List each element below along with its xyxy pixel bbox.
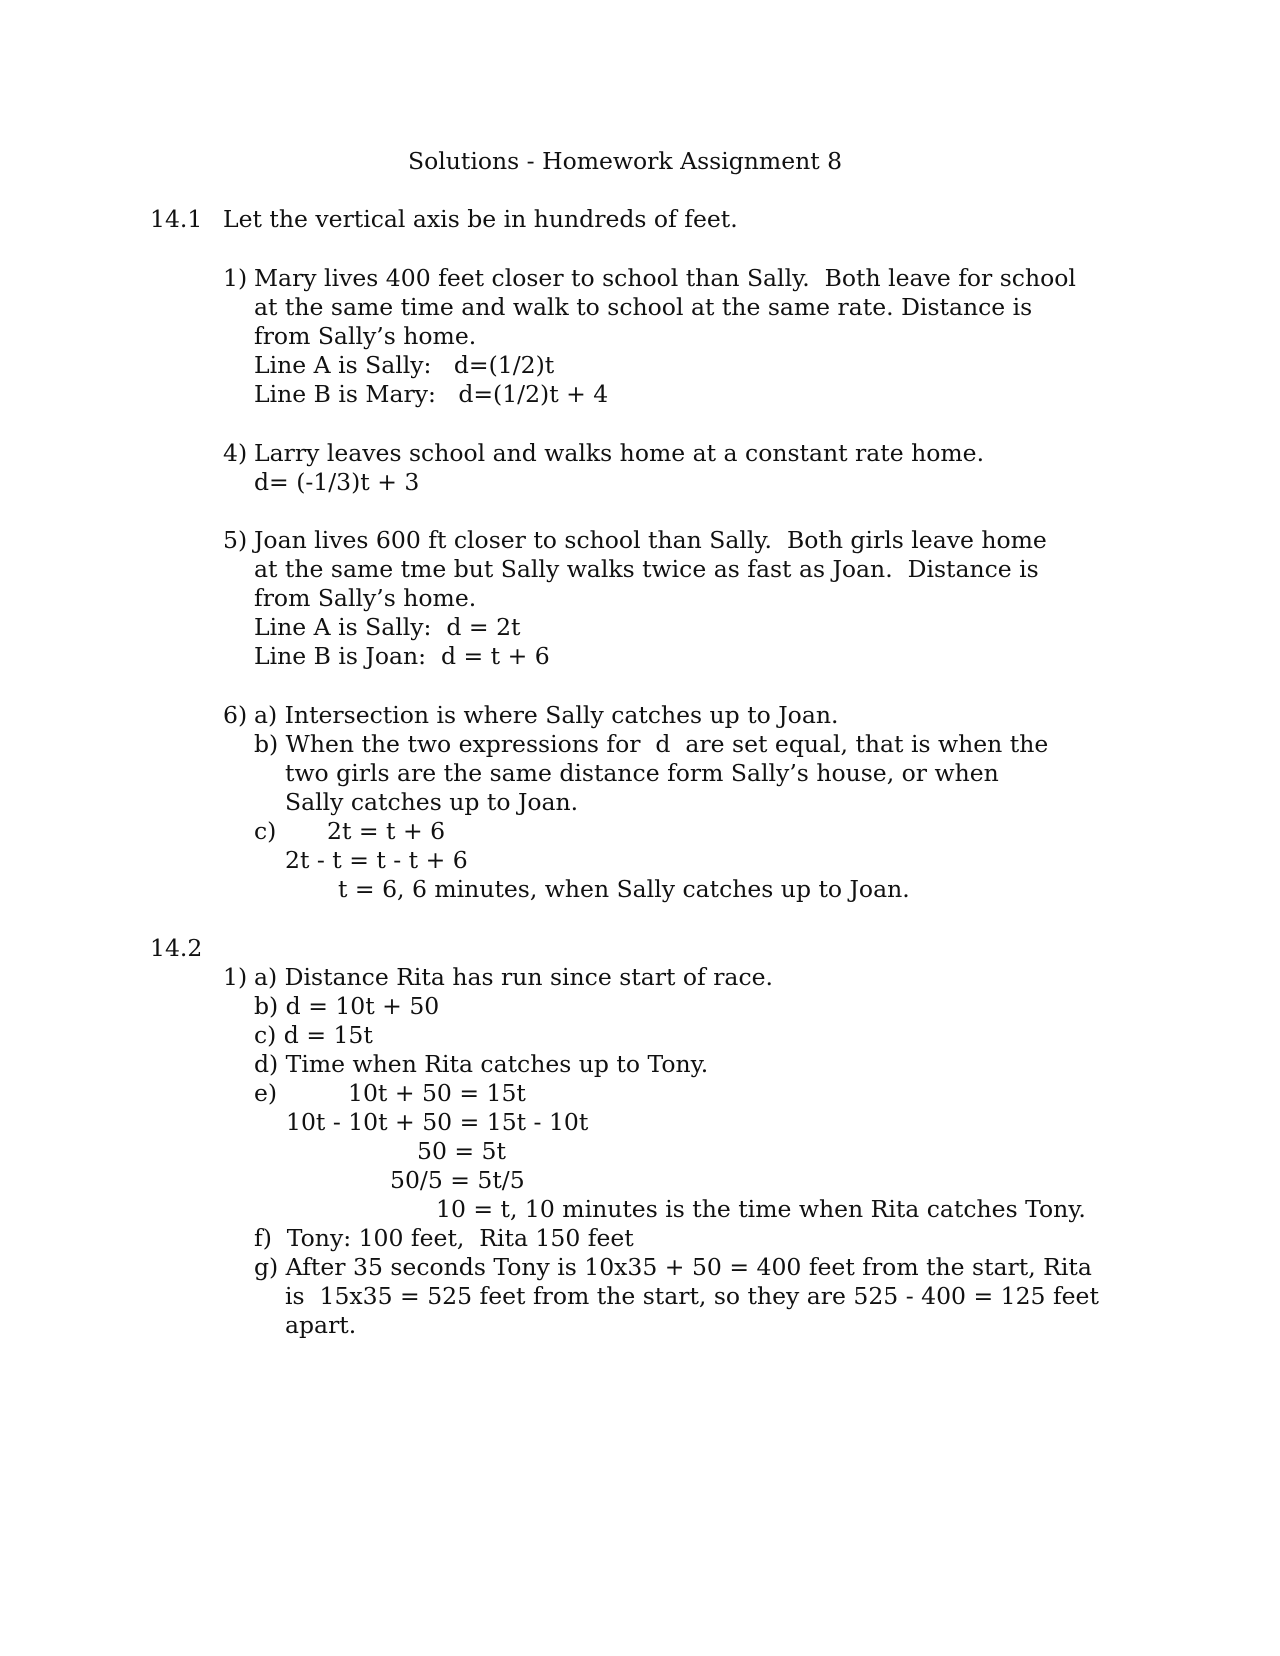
problem-text: g) After 35 seconds Tony is 10x35 + 50 = 400 feet from the start, Rita bbox=[254, 1253, 1092, 1281]
equation-line: Line A is Sally: d=(1/2)t bbox=[254, 351, 555, 379]
problem-text: d) Time when Rita catches up to Tony. bbox=[254, 1050, 709, 1078]
problem-text: apart. bbox=[285, 1311, 357, 1339]
problem-text: a) Distance Rita has run since start of race. bbox=[254, 963, 773, 991]
problem-text: a) Intersection is where Sally catches up to Joan. bbox=[254, 701, 839, 729]
problem-text: Larry leaves school and walks home at a constant rate home. bbox=[254, 439, 985, 467]
problem-text: Mary lives 400 feet closer to school than Sally. Both leave for school bbox=[254, 264, 1076, 292]
problem-number: 6) bbox=[223, 701, 248, 729]
equation-line: 50/5 = 5t/5 bbox=[390, 1166, 525, 1194]
problem-text: b) When the two expressions for d are set equal, that is when the bbox=[254, 730, 1049, 758]
equation-line: Line B is Mary: d=(1/2)t + 4 bbox=[254, 380, 609, 408]
equation-line: b) d = 10t + 50 bbox=[254, 992, 440, 1020]
equation-line: c) d = 15t bbox=[254, 1021, 373, 1049]
problem-text: at the same time and walk to school at the same rate. Distance is bbox=[254, 293, 1033, 321]
page-title: Solutions - Homework Assignment 8 bbox=[408, 147, 843, 175]
problem-text: from Sally’s home. bbox=[254, 584, 477, 612]
problem-number: 1) bbox=[223, 963, 248, 991]
problem-text: Sally catches up to Joan. bbox=[285, 788, 579, 816]
part-label: c) bbox=[254, 817, 277, 845]
problem-number: 1) bbox=[223, 264, 248, 292]
equation-line: Line A is Sally: d = 2t bbox=[254, 613, 521, 641]
equation-line: 2t = t + 6 bbox=[327, 817, 446, 845]
problem-number: 4) bbox=[223, 439, 248, 467]
problem-text: two girls are the same distance form Sally’s house, or when bbox=[285, 759, 999, 787]
section-number-14-2: 14.2 bbox=[150, 934, 203, 962]
equation-line: Line B is Joan: d = t + 6 bbox=[254, 642, 550, 670]
equation-line: d= (-1/3)t + 3 bbox=[254, 468, 420, 496]
section-number-14-1: 14.1 bbox=[150, 205, 203, 233]
problem-text: at the same tme but Sally walks twice as fast as Joan. Distance is bbox=[254, 555, 1039, 583]
equation-line: 50 = 5t bbox=[417, 1137, 506, 1165]
problem-number: 5) bbox=[223, 526, 248, 554]
problem-text: is 15x35 = 525 feet from the start, so they are 525 - 400 = 125 feet bbox=[285, 1282, 1099, 1310]
part-label: e) bbox=[254, 1079, 278, 1107]
equation-line: 10 = t, 10 minutes is the time when Rita catches Tony. bbox=[436, 1195, 1086, 1223]
equation-line: 10t + 50 = 15t bbox=[348, 1079, 526, 1107]
problem-text: f) Tony: 100 feet, Rita 150 feet bbox=[254, 1224, 634, 1252]
section-intro: Let the vertical axis be in hundreds of feet. bbox=[223, 205, 738, 233]
problem-text: from Sally’s home. bbox=[254, 322, 477, 350]
equation-line: 10t - 10t + 50 = 15t - 10t bbox=[286, 1108, 589, 1136]
problem-text: Joan lives 600 ft closer to school than Sally. Both girls leave home bbox=[254, 526, 1047, 554]
equation-line: 2t - t = t - t + 6 bbox=[285, 846, 468, 874]
equation-line: t = 6, 6 minutes, when Sally catches up to Joan. bbox=[338, 875, 910, 903]
